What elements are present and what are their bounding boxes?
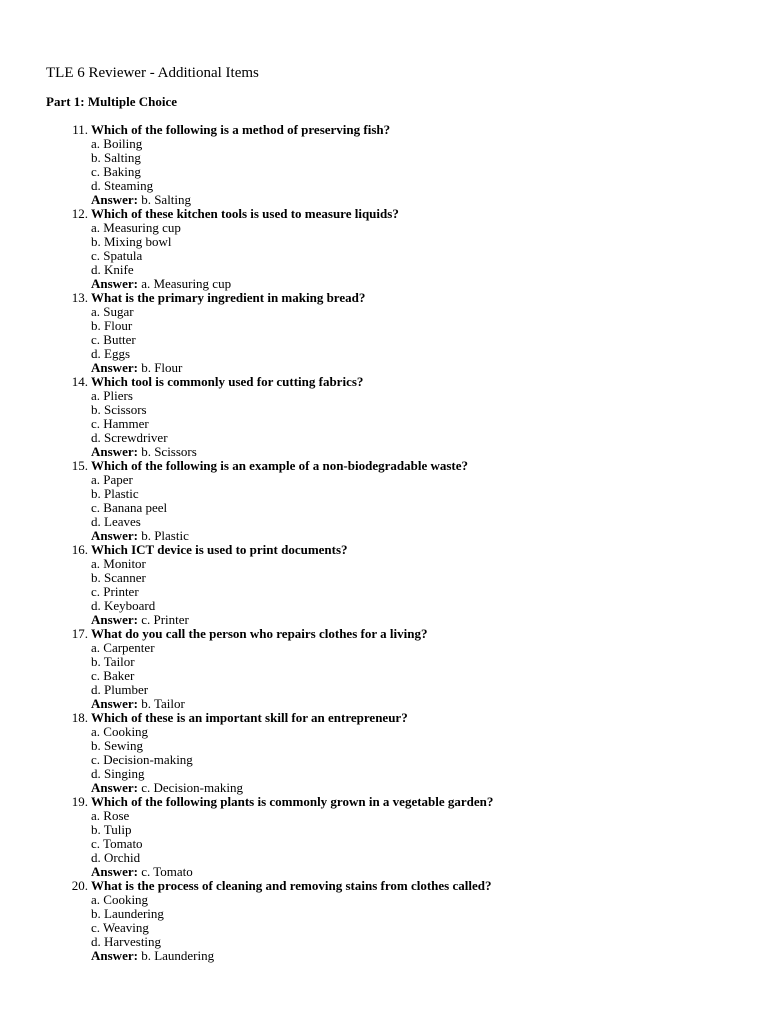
answer-option: b. Sewing xyxy=(91,738,143,753)
answer-option: b. Tulip xyxy=(91,822,132,837)
option-line xyxy=(0,487,768,501)
answer-option: b. Plastic xyxy=(91,486,139,501)
answer-line xyxy=(0,445,768,459)
answer xyxy=(91,445,197,459)
option-line xyxy=(0,753,768,767)
question-text: What do you call the person who repairs clothes for a living? xyxy=(91,626,428,641)
answer-option: d. Screwdriver xyxy=(91,430,168,445)
question-number: 14. xyxy=(71,374,88,389)
answer-option: a. Boiling xyxy=(91,136,143,151)
question-number: 18. xyxy=(71,710,88,725)
question-number: 20. xyxy=(71,878,88,893)
question-text: Which of the following is an example of a non-biodegradable waste? xyxy=(91,458,469,473)
option-line xyxy=(0,557,768,571)
answer-value: c. Decision-making xyxy=(141,780,243,795)
answer-value: c. Printer xyxy=(141,612,189,627)
option-line xyxy=(0,305,768,319)
option-line xyxy=(0,907,768,921)
option-line xyxy=(0,515,768,529)
answer xyxy=(91,361,182,375)
answer-value: b. Salting xyxy=(141,192,192,207)
option-line xyxy=(0,431,768,445)
question-line xyxy=(0,459,768,473)
answer-label: Answer: xyxy=(91,696,138,711)
answer-option: a. Rose xyxy=(91,808,130,823)
answer-label: Answer: xyxy=(91,360,138,375)
question-text: Which of the following plants is commonly grown in a vegetable garden? xyxy=(91,794,494,809)
option-line xyxy=(0,319,768,333)
question-number: 17. xyxy=(71,626,88,641)
option-line xyxy=(0,655,768,669)
question-line xyxy=(0,627,768,641)
answer-value: c. Tomato xyxy=(141,864,193,879)
answer xyxy=(91,613,189,627)
answer-option: c. Spatula xyxy=(91,248,143,263)
option-line xyxy=(0,235,768,249)
answer-option: a. Cooking xyxy=(91,892,149,907)
answer-option: b. Laundering xyxy=(91,906,164,921)
answer-line xyxy=(0,949,768,963)
question-text: Which of these is an important skill for an entrepreneur? xyxy=(91,710,408,725)
question-number: 12. xyxy=(71,206,88,221)
answer-option: b. Mixing bowl xyxy=(91,234,172,249)
answer xyxy=(91,781,243,795)
answer-option: b. Scanner xyxy=(91,570,146,585)
option-line xyxy=(0,501,768,515)
question-line xyxy=(0,375,768,389)
option-line xyxy=(0,347,768,361)
answer-value: b. Laundering xyxy=(141,948,215,963)
part-title: Part 1: Multiple Choice xyxy=(46,94,178,109)
option-line xyxy=(0,823,768,837)
question-line xyxy=(0,123,768,137)
option-line xyxy=(0,921,768,935)
question-line xyxy=(0,291,768,305)
question-number: 11. xyxy=(72,122,88,137)
option-line xyxy=(0,151,768,165)
question-item xyxy=(0,795,768,879)
question-item xyxy=(0,879,768,963)
answer-option: c. Baker xyxy=(91,668,135,683)
option-line xyxy=(0,809,768,823)
answer-option: c. Weaving xyxy=(91,920,149,935)
answer-option: c. Banana peel xyxy=(91,500,168,515)
answer-option: a. Carpenter xyxy=(91,640,155,655)
option-line xyxy=(0,725,768,739)
option-line xyxy=(0,599,768,613)
answer-option: d. Orchid xyxy=(91,850,141,865)
option-line xyxy=(0,473,768,487)
answer-option: d. Eggs xyxy=(91,346,130,361)
option-line xyxy=(0,893,768,907)
question-item xyxy=(0,543,768,627)
answer xyxy=(91,865,193,879)
answer xyxy=(91,193,191,207)
question-item xyxy=(0,207,768,291)
option-line xyxy=(0,333,768,347)
question-number: 15. xyxy=(71,458,88,473)
option-line xyxy=(0,669,768,683)
question-item xyxy=(0,291,768,375)
question-item xyxy=(0,123,768,207)
answer-option: a. Measuring cup xyxy=(91,220,181,235)
option-line xyxy=(0,683,768,697)
question-line xyxy=(0,879,768,893)
answer-line xyxy=(0,277,768,291)
answer-label: Answer: xyxy=(91,528,138,543)
answer-option: a. Monitor xyxy=(91,556,146,571)
option-line xyxy=(0,767,768,781)
question-number: 19. xyxy=(71,794,88,809)
answer-value: b. Flour xyxy=(141,360,183,375)
question-item xyxy=(0,711,768,795)
question-text: What is the primary ingredient in making bread? xyxy=(91,290,366,305)
answer-option: a. Cooking xyxy=(91,724,149,739)
answer-line xyxy=(0,613,768,627)
option-line xyxy=(0,739,768,753)
option-line xyxy=(0,179,768,193)
option-line xyxy=(0,137,768,151)
answer-label: Answer: xyxy=(91,864,138,879)
question-item xyxy=(0,627,768,711)
question-text: Which tool is commonly used for cutting fabrics? xyxy=(91,374,364,389)
question-line xyxy=(0,207,768,221)
answer xyxy=(91,949,214,963)
answer-option: d. Steaming xyxy=(91,178,154,193)
answer-option: a. Sugar xyxy=(91,304,134,319)
answer-option: b. Flour xyxy=(91,318,133,333)
answer-option: c. Hammer xyxy=(91,416,149,431)
answer-option: d. Plumber xyxy=(91,682,149,697)
answer-label: Answer: xyxy=(91,612,138,627)
question-item xyxy=(0,459,768,543)
option-line xyxy=(0,221,768,235)
question-line xyxy=(0,543,768,557)
answer-value: b. Plastic xyxy=(141,528,189,543)
option-line xyxy=(0,641,768,655)
answer-option: c. Butter xyxy=(91,332,136,347)
answer-label: Answer: xyxy=(91,780,138,795)
option-line xyxy=(0,249,768,263)
answer-label: Answer: xyxy=(91,948,138,963)
answer-line xyxy=(0,529,768,543)
answer-option: d. Knife xyxy=(91,262,134,277)
answer-option: d. Singing xyxy=(91,766,145,781)
question-line xyxy=(0,711,768,725)
question-item xyxy=(0,375,768,459)
question-text: Which of these kitchen tools is used to measure liquids? xyxy=(91,206,399,221)
option-line xyxy=(0,585,768,599)
answer xyxy=(91,277,231,291)
question-text: Which of the following is a method of preserving fish? xyxy=(91,122,391,137)
option-line xyxy=(0,851,768,865)
answer xyxy=(91,697,185,711)
answer-option: b. Scissors xyxy=(91,402,147,417)
answer-option: b. Tailor xyxy=(91,654,135,669)
question-number: 16. xyxy=(71,542,88,557)
question-list xyxy=(0,123,768,963)
option-line xyxy=(0,417,768,431)
answer-line xyxy=(0,361,768,375)
answer-option: a. Paper xyxy=(91,472,133,487)
option-line xyxy=(0,403,768,417)
answer-option: a. Pliers xyxy=(91,388,133,403)
answer-option: c. Tomato xyxy=(91,836,143,851)
answer-option: d. Keyboard xyxy=(91,598,156,613)
answer-label: Answer: xyxy=(91,276,138,291)
question-line xyxy=(0,795,768,809)
option-line xyxy=(0,165,768,179)
answer-line xyxy=(0,193,768,207)
answer-value: b. Tailor xyxy=(141,696,185,711)
answer-option: c. Printer xyxy=(91,584,139,599)
answer-label: Answer: xyxy=(91,192,138,207)
answer-label: Answer: xyxy=(91,444,138,459)
option-line xyxy=(0,389,768,403)
answer-line xyxy=(0,781,768,795)
option-line xyxy=(0,837,768,851)
question-number: 13. xyxy=(71,290,88,305)
answer-option: d. Leaves xyxy=(91,514,141,529)
answer-value: a. Measuring cup xyxy=(141,276,232,291)
answer-option: c. Decision-making xyxy=(91,752,193,767)
answer-option: d. Harvesting xyxy=(91,934,162,949)
option-line xyxy=(0,571,768,585)
question-text: What is the process of cleaning and removing stains from clothes called? xyxy=(91,878,492,893)
answer-option: c. Baking xyxy=(91,164,141,179)
document-title: TLE 6 Reviewer - Additional Items xyxy=(46,65,259,81)
answer-line xyxy=(0,865,768,879)
question-text: Which ICT device is used to print documents? xyxy=(91,542,348,557)
option-line xyxy=(0,263,768,277)
answer-option: b. Salting xyxy=(91,150,141,165)
answer-line xyxy=(0,697,768,711)
option-line xyxy=(0,935,768,949)
answer xyxy=(91,529,189,543)
answer-value: b. Scissors xyxy=(141,444,197,459)
